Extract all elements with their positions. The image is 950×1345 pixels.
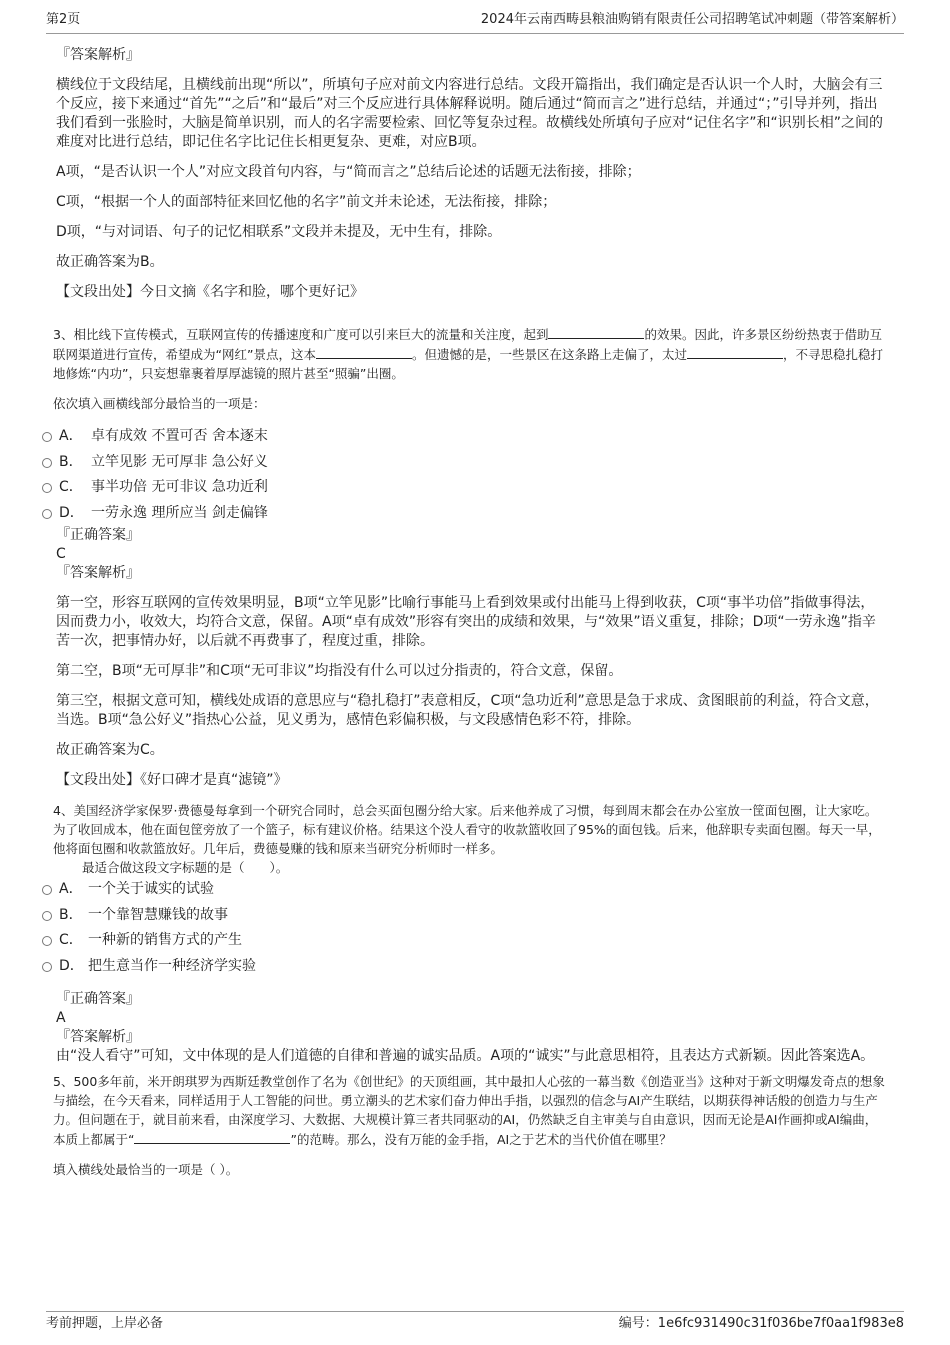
q3-analysis-title: 『答案解析』 [56, 565, 140, 581]
radio-icon[interactable] [42, 911, 52, 921]
q3-blank-3 [687, 344, 783, 359]
document-id: 编号：1e6fc931490c31f036be7f0aa1f983e8 [618, 1316, 904, 1331]
q4-answer-title: 『正确答案』 [56, 991, 140, 1007]
page-footer [46, 1311, 904, 1337]
q5-blank [134, 1129, 290, 1144]
q5-stem [53, 1072, 888, 1149]
option-letter: B． [59, 906, 83, 923]
q3-source: 【文段出处】《好口碑才是真“滤镜”》 [56, 772, 288, 788]
option-text: 一种新的销售方式的产生 [88, 932, 242, 948]
radio-icon[interactable] [42, 509, 52, 519]
q4-stem: 4、美国经济学家保罗·费德曼每拿到一个研究合同时，总会买面包圈分给大家。后来他养成了习惯，每到周末都会在办公室放一筐面包圈，让大家吃。为了收回成本，他在面包筐旁放了一个篮子，标有建议价格。结果这个没人看守的收款篮收回了95%的面包钱。后来，他辞职专卖面包圈。每天一早，他将面包圈和收款篮放好。几年后，费德曼赚的钱和原来当研究分析师时一样多。 [53, 803, 881, 856]
q3-option-c[interactable] [0, 475, 888, 501]
radio-icon[interactable] [42, 458, 52, 468]
q3-conclusion: 故正确答案为C。 [56, 742, 164, 758]
q5-stem-part1: 5、500多年前，米开朗琪罗为西斯廷教堂创作了名为《创世纪》的天顶组画，其中最扣人心弦的一幕当数《创造亚当》这种对于新文明爆发奇点的想象与描绘，在今天看来，同样适用于人工智能的问世。勇立潮头的艺术家们奋力伸出手指，以强烈的信念与AI产生联结，以期获得神话般的创造力与生产力。但问题在于，就目前来看，由深度学习、大数据、大规模计算三者共同驱动的AI，仍然缺乏自主审美与自由意识，因而无论是AI作画抑或AI编曲，本质上都属于“ [53, 1074, 885, 1147]
page-header [46, 11, 904, 34]
radio-icon[interactable] [42, 936, 52, 946]
page-number: 第2页 [46, 12, 81, 27]
q2-source: 【文段出处】今日文摘《名字和脸，哪个更好记》 [56, 284, 364, 300]
document-title: 2024年云南西畴县粮油购销有限责任公司招聘笔试冲刺题（带答案解析） [480, 12, 904, 27]
option-text: 一劳永逸 理所应当 剑走偏锋 [91, 504, 268, 521]
q3-prompt: 依次填入画横线部分最恰当的一项是： [53, 396, 266, 411]
q3-analysis-3: 第三空，根据文意可知，横线处成语的意思应与“稳扎稳打”表意相反，C项“急功近利”意思是急于求成、贪图眼前的利益，符合文意，当选。B项“急公好义”指热心公益，见义勇为，感情色彩偏积极，与文段感情色彩不符，排除。 [56, 693, 879, 728]
option-text: 把生意当作一种经济学实验 [88, 957, 256, 974]
q4-options [0, 877, 888, 979]
q3-stem [53, 324, 888, 383]
q4-prompt: 最适合做这段文字标题的是（ ）。 [82, 860, 289, 875]
option-letter: D． [59, 504, 84, 521]
q2-analysis-title: 『答案解析』 [56, 47, 140, 63]
footer-slogan: 考前押题，上岸必备 [46, 1316, 164, 1331]
page-content [53, 46, 888, 1179]
radio-icon[interactable] [42, 432, 52, 442]
q2-analysis-text: 横线位于文段结尾，且横线前出现“所以”，所填句子应对前文内容进行总结。文段开篇指出，我们确定是否认识一个人时，大脑会有三个反应，接下来通过“首先”“之后”和“最后”对三个反应进行具体解释说明。随后通过“简而言之”进行总结，并通过“；”引导并列，指出我们看到一张脸时，大脑是简单识别，而人的名字需要检索、回忆等复杂过程。故横线处所填句子应对“记住名字”和“识别长相”之间的难度对比进行总结，即记住名字比记住长相更复杂、更难，对应B项。 [56, 77, 884, 150]
q3-stem-part1: 3、相比线下宣传模式，互联网宣传的传播速度和广度可以引来巨大的流量和关注度，起到 [53, 327, 549, 342]
option-letter: C． [59, 479, 83, 495]
q2-option-a-note: A项，“是否认识一个人”对应文段首句内容，与“简而言之”总结后论述的话题无法衔接，排除； [56, 164, 641, 180]
q3-blank-1 [548, 324, 644, 339]
option-text: 卓有成效 不置可否 舍本逐末 [91, 428, 268, 444]
q4-option-a[interactable] [0, 877, 888, 903]
q4-analysis: 由“没人看守”可知，文中体现的是人们道德的自律和普遍的诚实品质。A项的“诚实”与此意思相符，且表达方式新颖。因此答案选A。 [56, 1048, 875, 1064]
radio-icon[interactable] [42, 962, 52, 972]
q4-option-d[interactable] [0, 954, 888, 980]
q3-blank-2 [316, 344, 412, 359]
option-text: 一个靠智慧赚钱的故事 [88, 906, 228, 923]
q5-stem-part2: ”的范畴。那么，没有万能的金手指，AI之于艺术的当代价值在哪里？ [290, 1132, 672, 1147]
q3-answer-title: 『正确答案』 [56, 527, 140, 543]
option-text: 事半功倍 无可非议 急功近利 [91, 479, 268, 495]
q2-conclusion: 故正确答案为B。 [56, 254, 164, 270]
option-text: 一个关于诚实的试验 [88, 881, 214, 897]
option-letter: D． [59, 957, 84, 974]
q4-option-b[interactable] [0, 903, 888, 929]
q3-option-b[interactable] [0, 450, 888, 476]
q5-prompt: 填入横线处最恰当的一项是（ ）。 [53, 1162, 239, 1177]
option-letter: A． [59, 881, 83, 897]
q2-option-d-note: D项，“与对词语、句子的记忆相联系”文段并未提及，无中生有，排除。 [56, 224, 502, 240]
q3-stem-part3: 。但遗憾的是，一些景区在这条路上走偏了，太过 [411, 347, 687, 362]
q4-analysis-title: 『答案解析』 [56, 1029, 140, 1045]
q3-option-d[interactable] [0, 501, 888, 527]
q3-stem-part2: 的效果。因此，许多景区纷纷热衷于借助互联网渠道进行宣传，希望成为“网红”景点，这本 [53, 327, 882, 362]
q3-option-a[interactable] [0, 424, 888, 450]
radio-icon[interactable] [42, 885, 52, 895]
q3-analysis-1: 第一空，形容互联网的宣传效果明显，B项“立竿见影”比喻行事能马上看到效果或付出能马上得到收获，C项“事半功倍”指做事得法，因而费力小，收效大，均符合文意，保留。A项“卓有成效”形容有突出的成绩和效果，与“效果”语义重复，排除；D项“一劳永逸”指辛苦一次，把事情办好，以后就不再费事了，程度过重，排除。 [56, 595, 876, 649]
q3-answer: C [56, 546, 66, 562]
q3-analysis-2: 第二空，B项“无可厚非”和C项“无可非议”均指没有什么可以过分指责的，符合文意，保留。 [56, 663, 623, 679]
option-letter: B． [59, 453, 83, 470]
q4-option-c[interactable] [0, 928, 888, 954]
q3-options [0, 424, 888, 526]
option-text: 立竿见影 无可厚非 急公好义 [91, 453, 268, 470]
q4-answer: A [56, 1010, 66, 1026]
radio-icon[interactable] [42, 483, 52, 493]
option-letter: A． [59, 428, 83, 444]
q3-stem-part4: ，不寻思稳扎稳打地修炼“内功”，只妄想靠裹着厚厚滤镜的照片甚至“照骗”出圈。 [53, 347, 883, 381]
q2-option-c-note: C项，“根据一个人的面部特征来回忆他的名字”前文并未论述，无法衔接，排除； [56, 194, 557, 210]
option-letter: C． [59, 932, 83, 948]
